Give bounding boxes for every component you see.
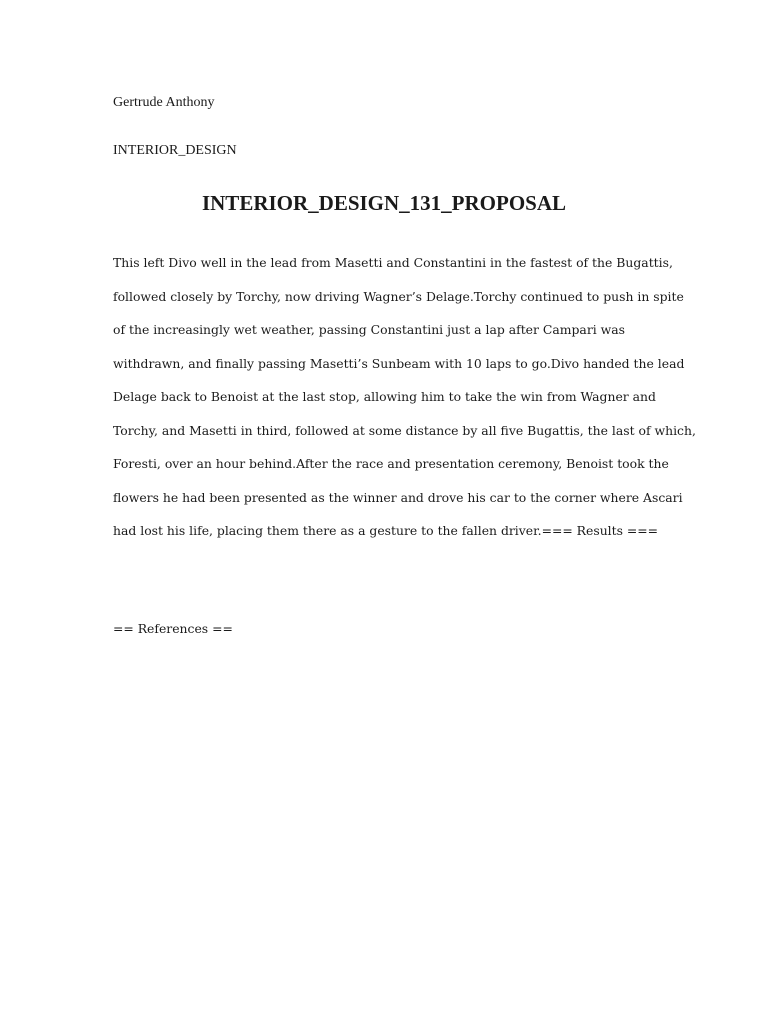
body-line: followed closely by Torchy, now driving Wagner’s Delage.Torchy continued to push in spite: [113, 288, 684, 304]
body-paragraph: [113, 246, 696, 548]
body-line: had lost his life, placing them there as a gesture to the fallen driver.=== Results ===: [113, 523, 659, 538]
body-line: Foresti, over an hour behind.After the race and presentation ceremony, Benoist took the: [113, 456, 669, 471]
course-name: INTERIOR_DESIGN: [113, 143, 237, 158]
references-heading: == References ==: [113, 621, 233, 636]
document-title: INTERIOR_DESIGN_131_PROPOSAL: [201, 191, 567, 215]
body-line: withdrawn, and finally passing Masetti’s Sunbeam with 10 laps to go.Divo handed the lead: [113, 355, 685, 371]
body-line: flowers he had been presented as the winner and drove his car to the corner where Ascari: [113, 489, 683, 505]
author-name: Gertrude Anthony: [113, 95, 215, 110]
body-line: This left Divo well in the lead from Masetti and Constantini in the fastest of the Bugattis,: [113, 255, 673, 270]
body-line: Delage back to Benoist at the last stop, allowing him to take the win from Wagner and: [113, 389, 656, 404]
body-line: of the increasingly wet weather, passing Constantini just a lap after Campari was: [113, 322, 625, 337]
body-line: Torchy, and Masetti in third, followed at some distance by all five Bugattis, the last of which,: [113, 422, 696, 438]
